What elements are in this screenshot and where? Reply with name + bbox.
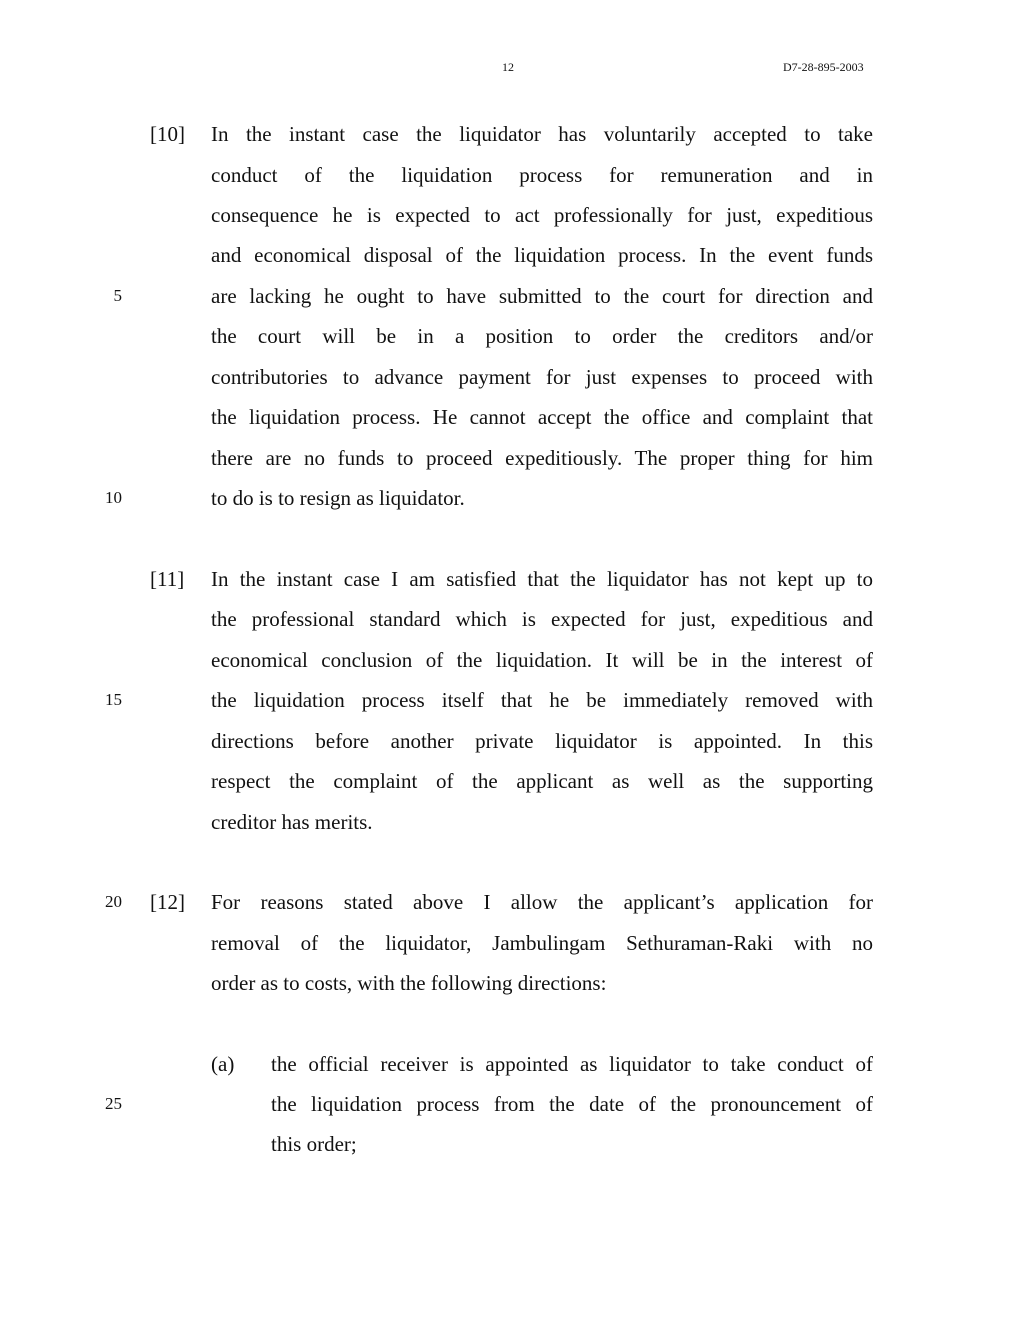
line-number-5: 5 [113, 286, 122, 305]
paragraph-line: For reasons stated above I allow the applicant’s application for [211, 890, 873, 914]
case-reference: D7-28-895-2003 [783, 60, 864, 74]
paragraph-line: the court will be in a position to order the creditors and/or [211, 324, 873, 348]
item-line: this order; [271, 1132, 357, 1156]
paragraph-line: are lacking he ought to have submitted to the court for direction and [211, 284, 873, 308]
page-number: 12 [502, 60, 514, 74]
paragraph-number: [12] [150, 890, 185, 914]
paragraph-line: In the instant case I am satisfied that the liquidator has not kept up to [211, 567, 873, 591]
line-number-10: 10 [105, 488, 122, 507]
paragraph-line: creditor has merits. [211, 810, 373, 834]
paragraph-line: conduct of the liquidation process for remuneration and in [211, 163, 873, 187]
paragraph-line: the liquidation process. He cannot accept the office and complaint that [211, 405, 873, 429]
paragraph-line: the liquidation process itself that he be immediately removed with [211, 688, 873, 712]
paragraph-line: order as to costs, with the following directions: [211, 971, 607, 995]
item-line: the liquidation process from the date of the pronouncement of [271, 1092, 873, 1116]
paragraph-line: consequence he is expected to act professionally for just, expeditious [211, 203, 873, 227]
paragraph-line: In the instant case the liquidator has voluntarily accepted to take [211, 122, 873, 146]
paragraph-line: respect the complaint of the applicant as well as the supporting [211, 769, 873, 793]
paragraph-line: to do is to resign as liquidator. [211, 486, 465, 510]
paragraph-number: [11] [150, 567, 185, 591]
item-line: the official receiver is appointed as liquidator to take conduct of [271, 1052, 873, 1076]
line-number-25: 25 [105, 1094, 122, 1113]
paragraph-line: contributories to advance payment for just expenses to proceed with [211, 365, 873, 389]
line-number-20: 20 [105, 892, 122, 911]
line-number-15: 15 [105, 690, 122, 709]
item-label: (a) [211, 1052, 235, 1076]
paragraph-line: economical conclusion of the liquidation. It will be in the interest of [211, 648, 873, 672]
paragraph-line: there are no funds to proceed expeditiously. The proper thing for him [211, 446, 873, 470]
paragraph-line: removal of the liquidator, Jambulingam Sethuraman-Raki with no [211, 931, 873, 955]
paragraph-line: and economical disposal of the liquidation process. In the event funds [211, 243, 873, 267]
paragraph-number: [10] [150, 122, 185, 146]
paragraph-line: directions before another private liquidator is appointed. In this [211, 729, 873, 753]
paragraph-line: the professional standard which is expected for just, expeditious and [211, 607, 873, 631]
